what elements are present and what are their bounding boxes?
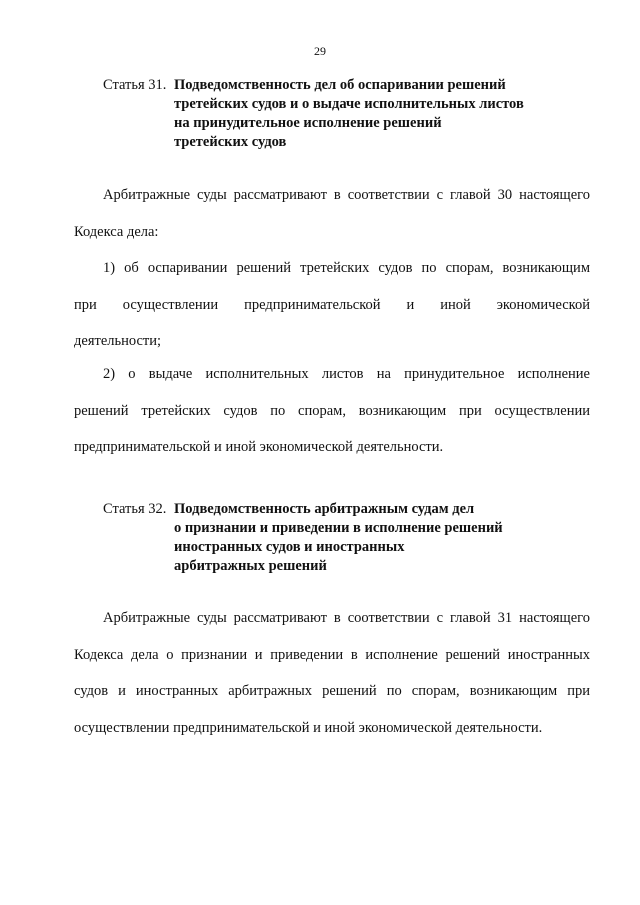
paragraph-line: Кодекса дела: [74,223,159,240]
article-32-prefix: Статья 32. [103,501,167,517]
paragraph-line: при осуществлении предпринимательской и иной экономической [74,296,590,313]
article-31-item-2 [74,356,590,466]
article-31-prefix: Статья 31. [103,77,167,93]
article-31-title-line: Подведомственность дел об оспаривании решений [174,77,506,93]
article-31-item-1 [74,250,590,360]
paragraph-line: судов и иностранных арбитражных решений по спорам, возникающим при [74,683,590,699]
article-31-title [103,76,563,152]
article-32-title-line: иностранных судов и иностранных [174,539,405,555]
paragraph-line: решений третейских судов по спорам, возникающим при осуществлении [74,402,590,419]
article-32-title [103,500,563,576]
article-32-title-line: арбитражных решений [174,558,327,574]
article-32-title-line: Подведомственность арбитражным судам дел [174,501,475,517]
article-32-heading [103,500,563,576]
paragraph-line: 1) об оспаривании решений третейских судов по спорам, возникающим [103,260,590,276]
paragraph-line: Арбитражные суды рассматривают в соответствии с главой 30 настоящего [103,187,590,203]
article-31-title-line: третейских судов и о выдаче исполнительных листов [174,96,524,112]
paragraph-line: деятельности; [74,333,162,349]
article-31-title-line: на принудительное исполнение решений [174,115,442,131]
paragraph-line: осуществлении предпринимательской и иной экономической деятельности. [74,719,543,736]
article-32-title-line: о признании и приведении в исполнение решений [174,520,503,536]
article-31-heading [103,76,563,152]
article-31-title-line: третейских судов [174,134,287,150]
paragraph-line: Арбитражные суды рассматривают в соответствии с главой 31 настоящего [103,610,590,626]
article-31-paragraph-intro [74,177,590,250]
paragraph-line: предпринимательской и иной экономической деятельности. [74,439,444,455]
article-32-paragraph [74,600,590,746]
paragraph-line: 2) о выдаче исполнительных листов на принудительное исполнение [103,366,590,382]
paragraph-line: Кодекса дела о признании и приведении в исполнение решений иностранных [74,646,590,663]
page-number: 29 [314,44,326,58]
